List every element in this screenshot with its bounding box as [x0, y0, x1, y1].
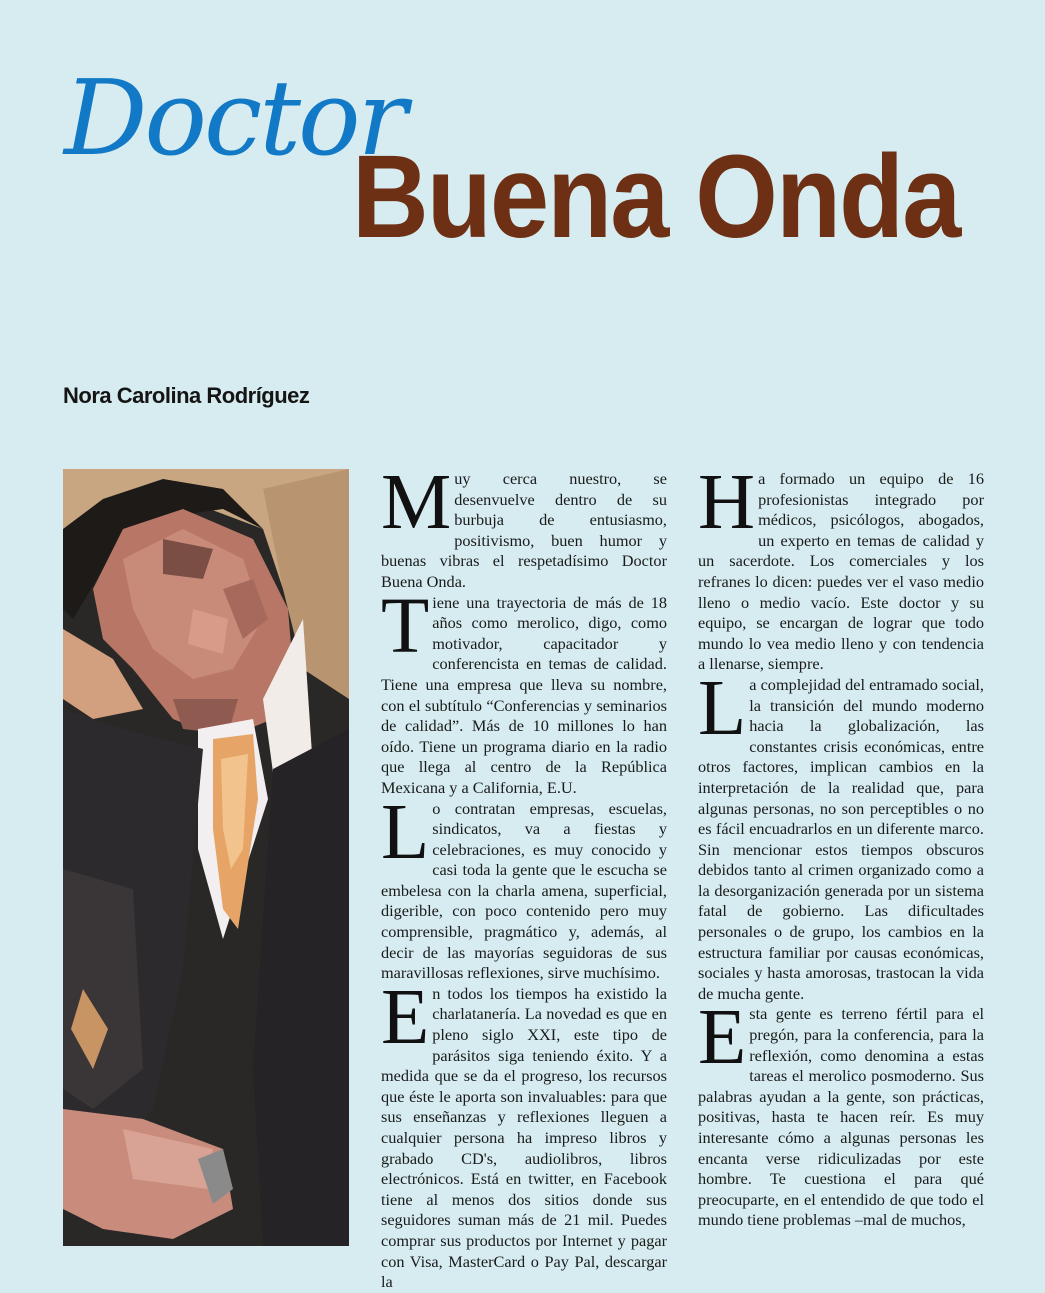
- drop-cap: M: [381, 459, 452, 546]
- portrait-man-icon: [63, 469, 349, 1246]
- article-column-1: [381, 459, 667, 1292]
- article-paragraph: Lo contratan empresas, escuelas, sindicatos, va a fiestas y celebraciones, es muy conocido y casi toda la gente que le escucha se embelesa con la charla amena, superficial, digerible, con poco contenido pero muy comprensible, pragmático y, además, al decir de las mayorías seguidoras de sus maravillosas reflexiones, sirve muchísimo.: [381, 788, 667, 983]
- article-paragraph: Tiene una trayectoria de más de 18 años como merolico, digo, como motivador, capacitador y conferencista en temas de calidad. Tiene una empresa que lleva su nombre, con el subtítulo “Conferencias y seminarios de calidad”. Más de 10 millones lo han oído. Tiene un programa diario en la radio que llega al centro de la República Mexicana y a California, E.U.: [381, 582, 667, 797]
- drop-cap: L: [381, 788, 430, 876]
- drop-cap: H: [698, 459, 756, 546]
- article-paragraph: En todos los tiempos ha existido la charlatanería. La novedad es que en pleno siglo XXI, este tipo de parásitos siga teniendo éxito. Y a medida que se da el progreso, los recursos que éste le aporta son invaluables: para que sus enseñanzas y reflexiones lleguen a cualquier persona ha impreso libros y grabado CD's, audiolibros, libros electrónicos. Está en twitter, en Facebook tiene al menos dos sitios donde sus seguidores suman más de 21 mil. Puedes comprar sus productos por Internet y pagar con Visa, MasterCard o Pay Pal, descargar la: [381, 973, 667, 1292]
- article-paragraph: Esta gente es terreno fértil para el pregón, para la conferencia, para la reflexión, como denomina a estas tareas el merolico posmoderno. Sus palabras ayudan a la gente, son prácticas, positivas, hasta te hacen reír. Es muy interesante cómo a algunas personas les encanta verse ridiculizadas por este hombre. Te cuestiona el para qué preocuparte, en el entendido de que todo el mundo tiene problemas –mal de muchos,: [698, 994, 984, 1230]
- drop-cap: T: [381, 582, 430, 670]
- drop-cap: E: [698, 994, 747, 1082]
- drop-cap: L: [698, 664, 747, 752]
- author-byline: Nora Carolina Rodríguez: [63, 383, 310, 408]
- article-paragraph: Ha formado un equipo de 16 profesionistas integrado por médicos, psicólogos, abogados, un experto en temas de calidad y un sacerdote. Los comerciales y los refranes lo dicen: puedes ver el vaso medio lleno o medio vacío. Este doctor y su equipo, se encargan de lograr que todo mundo lo vea medio lleno y con tendencia a llenarse, siempre.: [698, 459, 984, 674]
- title-doctor: Doctor: [64, 57, 405, 179]
- title-buena-onda: Buena Onda: [352, 131, 960, 263]
- drop-cap: E: [381, 973, 430, 1061]
- article-paragraph: La complejidad del entramado social, la transición del mundo moderno hacia la globalización, las constantes crisis económicas, entre otros factores, implican cambios en la interpretación de la realidad que, para algunas personas, no son perceptibles o no es fácil encuadrarlos en un diferente marco. Sin mencionar estos tiempos obscuros debidos tanto al crimen organizado como a la desorganización generada por un sistema fatal de gobierno. Las dificultades personales o de grupo, los cambios en la estructura familiar por causas económicas, sociales y hasta amorosas, trastocan la vida de mucha gente.: [698, 664, 984, 1003]
- portrait-illustration: [63, 469, 349, 1246]
- article-paragraph: Muy cerca nuestro, se desenvuelve dentro de su burbuja de entusiasmo, positivismo, buen humor y buenas vibras el respetadísimo Doctor Buena Onda.: [381, 459, 667, 591]
- article-column-2: [698, 459, 984, 1246]
